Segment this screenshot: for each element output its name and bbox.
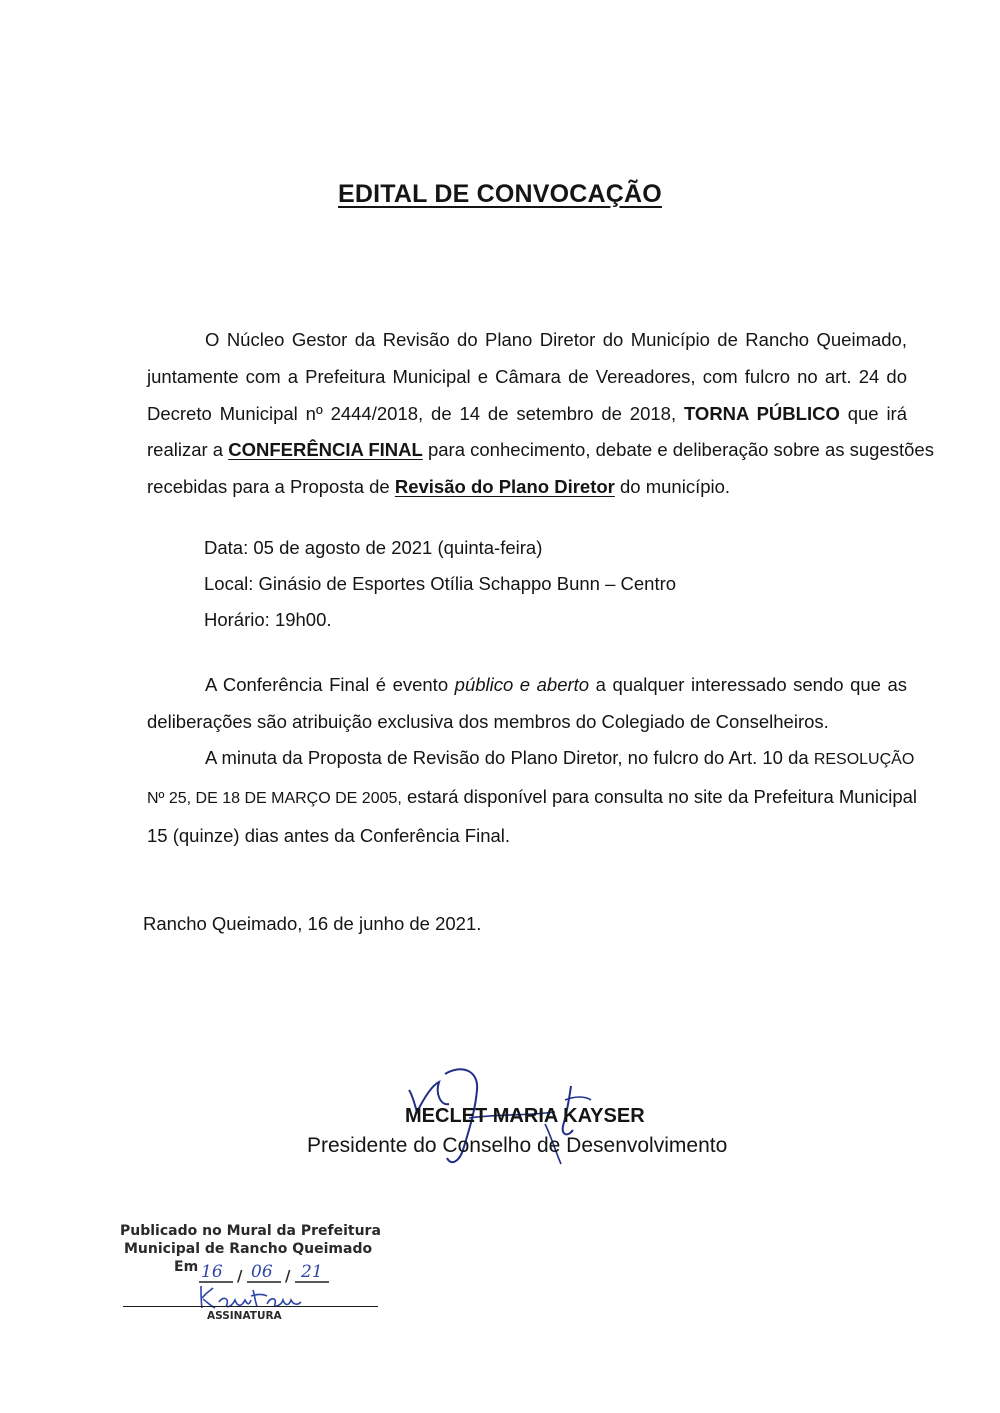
intro-line-5 xyxy=(147,469,907,506)
revisao-plano-diretor-text: Revisão do Plano Diretor xyxy=(394,476,615,498)
intro-text: juntamente com a Prefeitura Municipal e Câmara de Vereadores, com fulcro no art. 24 do xyxy=(147,365,907,387)
public-text: a qualquer interessado sendo que as xyxy=(595,674,908,695)
public-event-paragraph xyxy=(147,667,907,741)
event-time: Horário: 19h00. xyxy=(204,609,332,630)
signer-name: MECLET MARIA KAYSER xyxy=(405,1105,645,1127)
stamp-day: 16 xyxy=(201,1262,223,1282)
minuta-paragraph xyxy=(147,740,918,854)
stamp-slash: / xyxy=(285,1267,291,1285)
intro-text: recebidas para a Proposta de xyxy=(147,476,390,498)
stamp-year: 21 xyxy=(301,1262,323,1282)
intro-text: para conhecimento, debate e deliberação sobre as sugestões xyxy=(427,439,934,461)
event-date: Data: 05 de agosto de 2021 (quinta-feira) xyxy=(204,537,543,558)
intro-text: O Núcleo Gestor da Revisão do Plano Diretor do Município de Rancho Queimado, xyxy=(205,329,907,350)
intro-line-3 xyxy=(147,396,907,433)
stamp-line-1: Publicado no Mural da Prefeitura xyxy=(120,1223,381,1239)
stamp-date-prefix: Em xyxy=(174,1259,199,1275)
minuta-text: A minuta da Proposta de Revisão do Plano Diretor, no fulcro do Art. 10 da xyxy=(205,747,809,768)
publico-aberto-text: público e aberto xyxy=(454,674,590,695)
public-text: A Conferência Final é evento xyxy=(205,674,449,695)
minuta-line-2 xyxy=(147,779,918,818)
intro-paragraph xyxy=(147,322,934,506)
stamp-signature-label: ASSINATURA xyxy=(207,1310,282,1322)
public-line-2 xyxy=(147,704,907,741)
intro-text: do município. xyxy=(620,476,731,498)
minuta-line-1 xyxy=(147,740,915,779)
intro-line-4 xyxy=(147,432,934,469)
document-title: EDITAL DE CONVOCAÇÃO xyxy=(338,180,662,208)
stamp-month: 06 xyxy=(251,1262,273,1282)
intro-text: que irá xyxy=(847,402,908,424)
minuta-text: 15 (quinze) dias antes da Conferência Final. xyxy=(147,824,511,846)
stamp-slash: / xyxy=(237,1267,243,1285)
minuta-line-3 xyxy=(147,818,907,855)
intro-line-1 xyxy=(147,322,907,359)
resolucao-ref-text: Nº 25, DE 18 DE MARÇO DE 2005, xyxy=(147,789,402,807)
torna-publico-text: TORNA PÚBLICO xyxy=(683,402,840,424)
intro-line-2 xyxy=(147,359,907,396)
place-date: Rancho Queimado, 16 de junho de 2021. xyxy=(143,913,482,934)
public-line-1 xyxy=(147,667,907,704)
intro-text: Decreto Municipal nº 2444/2018, de 14 de setembro de 2018, xyxy=(147,402,677,424)
intro-text: realizar a xyxy=(147,439,224,461)
signer-role: Presidente do Conselho de Desenvolvimento xyxy=(307,1134,728,1157)
event-location: Local: Ginásio de Esportes Otília Schappo Bunn – Centro xyxy=(204,573,677,594)
stamp-line-2: Municipal de Rancho Queimado xyxy=(124,1241,373,1257)
stamp-signature-line xyxy=(123,1306,378,1307)
public-text: deliberações são atribuição exclusiva dos membros do Colegiado de Conselheiros. xyxy=(147,710,829,732)
conferencia-final-text: CONFERÊNCIA FINAL xyxy=(228,439,423,461)
resolucao-text: RESOLUÇÃO xyxy=(813,751,915,768)
minuta-text: estará disponível para consulta no site da Prefeitura Municipal xyxy=(406,785,918,807)
